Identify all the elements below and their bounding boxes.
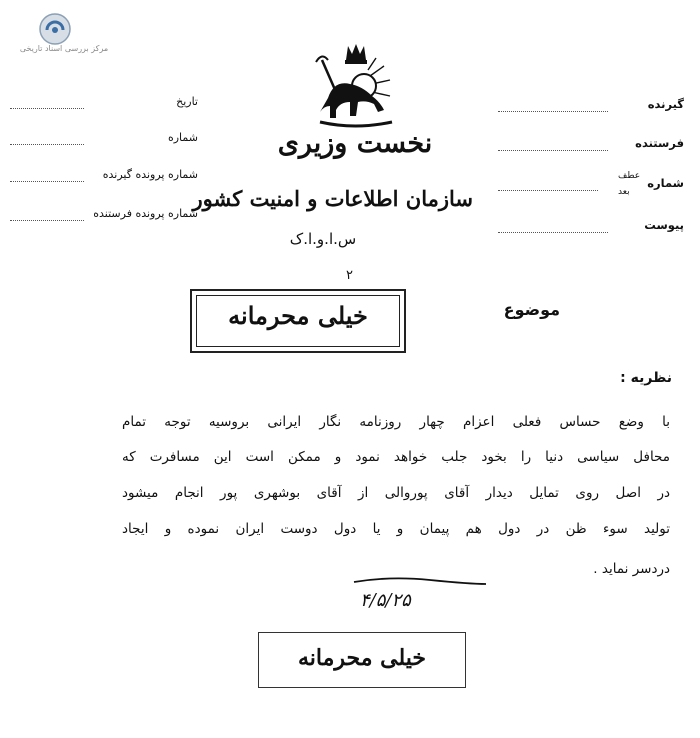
- recipient-label: گیرنده: [647, 97, 684, 111]
- body-line: دردسر نماید .: [593, 561, 670, 577]
- date-field-label: تاریخ: [176, 95, 198, 108]
- body-line: تولید سوء ظن در دول هم پیمان و یا دول دوست ایران نموده و ایجاد: [122, 521, 670, 537]
- body-line: در اصل روی تمایل دیدار آقای پوروالی از آقای بوشهری پور انجام میشود: [122, 485, 670, 501]
- number-field-line: [10, 144, 84, 145]
- archive-watermark-text: مرکز بررسی اسناد تاریخی: [19, 44, 109, 53]
- body-line: با وضع حساس فعلی اعزام چهار روزنامه نگار ایرانی بروسیه توجه تمام: [122, 414, 670, 430]
- archive-logo-icon: [38, 12, 72, 46]
- recipient-line: [498, 111, 608, 112]
- subject-label: موضوع: [503, 300, 560, 319]
- handwritten-date: ۴/۵/۲۵: [360, 590, 411, 611]
- sender-line: [498, 150, 608, 151]
- date-field-line: [10, 108, 84, 109]
- reference-label: عطف: [618, 171, 641, 181]
- following-label: بعد: [618, 187, 630, 197]
- letterhead-acronym: س.ا.و.ا.ک: [289, 230, 357, 248]
- opinion-label: نظریه :: [620, 370, 672, 386]
- letter-number-line: [498, 190, 598, 191]
- sender-file-number-line: [10, 220, 84, 221]
- letterhead-prime-ministry: نخست وزیری: [277, 128, 433, 159]
- body-line: محافل سیاسی دنیا را بخود جلب خواهد نمود و ممکن است این مسافرت که: [122, 449, 670, 465]
- letter-number-label: شماره: [647, 176, 684, 190]
- letterhead-organization: سازمان اطلاعات و امنیت کشور: [192, 186, 473, 211]
- recipient-file-number-line: [10, 181, 84, 182]
- sender-file-number-label: شماره پرونده فرستنده: [93, 207, 198, 220]
- attachment-label: پیوست: [644, 218, 684, 232]
- number-field-label: شماره: [167, 131, 198, 144]
- sender-label: فرستنده: [635, 136, 684, 150]
- bottom-classification-stamp: [258, 632, 466, 688]
- attachment-line: [498, 232, 608, 233]
- lion-and-sun-emblem-icon: [300, 40, 410, 136]
- bottom-classification-stamp-text: خیلی محرمانه: [297, 645, 427, 671]
- recipient-file-number-label: شماره پرونده گیرنده: [102, 168, 198, 181]
- page-number: ۲: [346, 268, 353, 283]
- classification-stamp-text: خیلی محرمانه: [228, 301, 368, 330]
- classification-stamp: [190, 289, 406, 353]
